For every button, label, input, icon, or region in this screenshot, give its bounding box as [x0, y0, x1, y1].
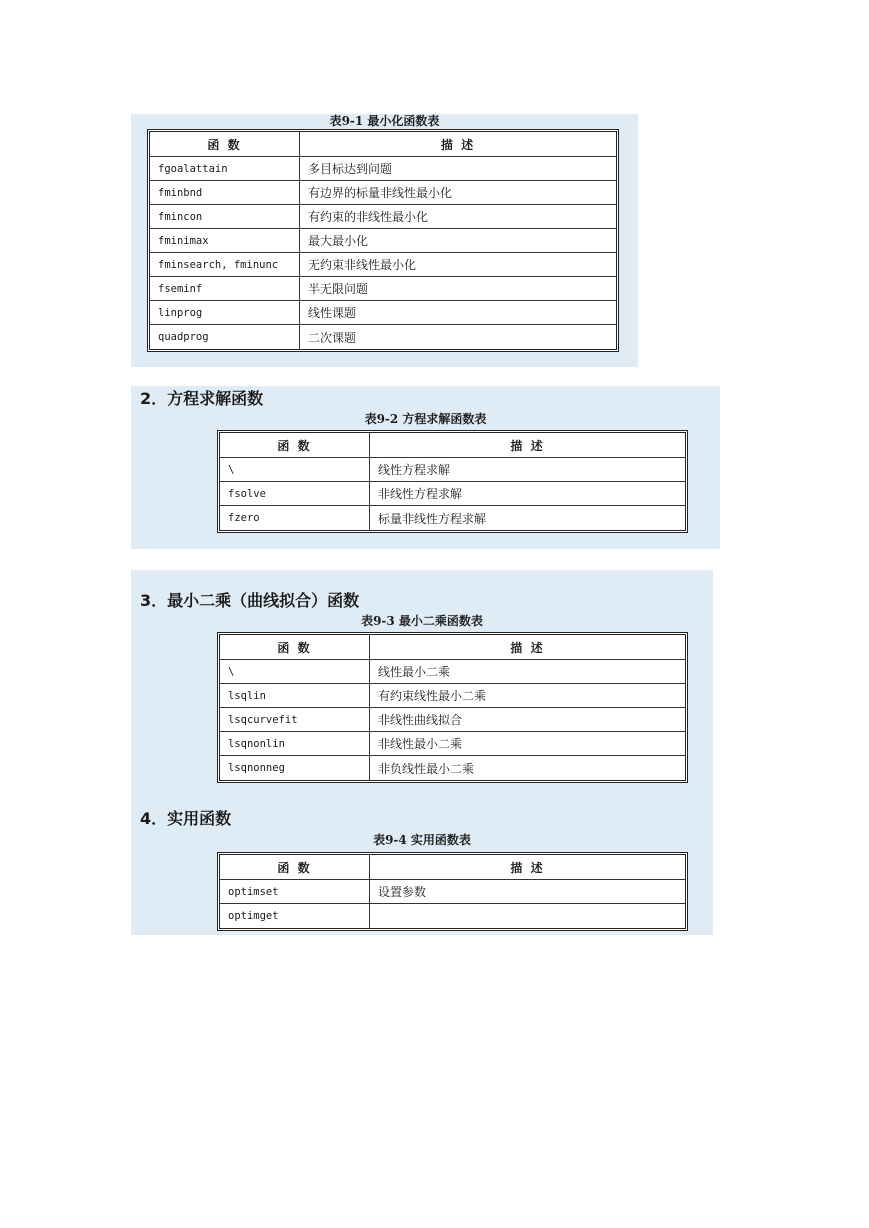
- func-name: optimset: [220, 880, 370, 904]
- section-heading: 3．最小二乘（曲线拟合）函数: [140, 591, 360, 610]
- func-desc: 最大最小化: [300, 229, 616, 253]
- func-name: \: [220, 660, 370, 684]
- func-desc: 有约束的非线性最小化: [300, 205, 616, 229]
- section-heading: 2．方程求解函数: [140, 389, 264, 408]
- panel-least-squares-and-utility: [131, 570, 713, 935]
- func-desc: 半无限问题: [300, 277, 616, 301]
- table-row: [150, 277, 616, 301]
- table-row: [220, 880, 685, 904]
- func-desc: 二次课题: [308, 330, 357, 345]
- func-name: lsqnonneg: [220, 756, 370, 780]
- func-name: fzero: [220, 506, 370, 530]
- func-name: lsqlin: [220, 684, 370, 708]
- table-row: [150, 181, 616, 205]
- col-header-func: 函 数: [220, 433, 370, 458]
- func-name: fseminf: [150, 277, 300, 301]
- minimization-table: [147, 129, 619, 352]
- func-desc: 线性方程求解: [370, 458, 685, 482]
- func-name: fmincon: [150, 205, 300, 229]
- col-header-desc: 描 述: [370, 635, 685, 660]
- func-desc: 有边界的标量非线性最小化: [300, 181, 616, 205]
- func-desc: [370, 904, 685, 928]
- func-desc: 多目标达到问题: [300, 157, 616, 181]
- table-caption: 表9-4 实用函数表: [373, 833, 471, 847]
- func-name: \: [220, 458, 370, 482]
- panel-minimization: [131, 114, 638, 367]
- col-header-desc: 描 述: [300, 132, 616, 157]
- panel-equation-solving: [131, 386, 720, 549]
- func-name: fminbnd: [150, 181, 300, 205]
- table-row: [220, 732, 685, 756]
- table-row: [220, 708, 685, 732]
- col-header-func: 函 数: [220, 635, 370, 660]
- func-desc: 线性课题: [300, 301, 616, 325]
- func-name: lsqcurvefit: [220, 708, 370, 732]
- func-name: optimget: [220, 904, 370, 928]
- func-name: quadprog: [150, 325, 300, 349]
- table-row: [220, 684, 685, 708]
- func-desc: 非线性最小二乘: [370, 732, 685, 756]
- table-row: [150, 157, 616, 181]
- func-name: fminimax: [150, 229, 300, 253]
- table-row: [220, 506, 685, 530]
- table-row: [220, 482, 685, 506]
- func-desc: 设置参数: [370, 880, 685, 904]
- func-desc: 非线性曲线拟合: [370, 708, 685, 732]
- table-row: [220, 660, 685, 684]
- least-squares-table: [217, 632, 688, 783]
- func-name: fgoalattain: [150, 157, 300, 181]
- func-name: linprog: [150, 301, 300, 325]
- table-caption: 表9-1 最小化函数表: [329, 114, 440, 128]
- table-row: [220, 904, 685, 928]
- func-desc: 标量非线性方程求解: [378, 511, 487, 526]
- func-desc: 无约束非线性最小化: [300, 253, 616, 277]
- table-row: [220, 458, 685, 482]
- table-row: [220, 756, 685, 780]
- func-name: lsqnonlin: [220, 732, 370, 756]
- col-header-desc: 描 述: [370, 433, 685, 458]
- table-row: [150, 325, 616, 349]
- table-row: [150, 229, 616, 253]
- col-header-func: 函 数: [150, 132, 300, 157]
- equation-solving-table: [217, 430, 688, 533]
- table-caption: 表9-3 最小二乘函数表: [361, 614, 483, 628]
- func-desc: 线性最小二乘: [370, 660, 685, 684]
- table-row: [150, 301, 616, 325]
- table-row: [150, 205, 616, 229]
- section-heading: 4．实用函数: [140, 809, 232, 828]
- func-name: fsolve: [220, 482, 370, 506]
- col-header-func: 函 数: [220, 855, 370, 880]
- table-row: [150, 253, 616, 277]
- func-desc: 非负线性最小二乘: [378, 761, 475, 776]
- table-caption: 表9-2 方程求解函数表: [364, 412, 487, 426]
- func-desc: 有约束线性最小二乘: [370, 684, 685, 708]
- func-desc: 非线性方程求解: [370, 482, 685, 506]
- func-name: fminsearch, fminunc: [150, 253, 300, 277]
- utility-table: [217, 852, 688, 931]
- col-header-desc: 描 述: [370, 855, 685, 880]
